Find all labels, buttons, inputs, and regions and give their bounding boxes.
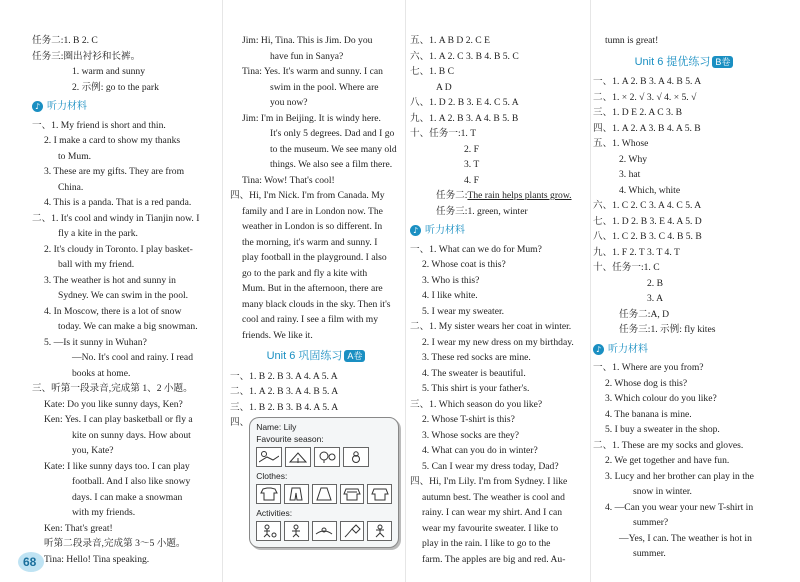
text-line: 2. It's cloudy in Toronto. I play basket- xyxy=(44,243,193,255)
answer-line: 九、1. A 2. B 3. A 4. B 5. B xyxy=(410,112,519,124)
text-line: 听第二段录音,完成第 3～5 小题。 xyxy=(44,538,186,549)
column-2 xyxy=(230,33,402,548)
text-line: 一、1. My friend is short and thin. xyxy=(32,119,166,131)
text-line: Jim: Hi, Tina. This is Jim. Do you xyxy=(242,35,373,46)
text-line: Tina: Wow! That's cool! xyxy=(242,174,335,186)
text-line: kite on sunny days. How about xyxy=(72,429,191,441)
activity-picture xyxy=(340,521,365,541)
text-line: 2. I wear my new dress on my birthday. xyxy=(422,336,574,348)
text-line: —No. It's cool and rainy. I read xyxy=(72,352,193,363)
answer-line: 四、1. A 2. A 3. B 4. A 5. B xyxy=(593,122,701,134)
season-pictures xyxy=(256,447,392,467)
text-line: rainy. I can wear my shirt. And I can xyxy=(422,507,563,518)
answer-line: 五、1. A B D 2. C E xyxy=(410,35,490,46)
answer-line: 3. A xyxy=(647,293,663,304)
text-line: today. We can make a big snowman. xyxy=(58,321,198,332)
text-line: 3. Who is this? xyxy=(422,274,480,286)
text-line: 3. These red socks are mine. xyxy=(422,352,531,363)
season-picture xyxy=(256,447,282,467)
text-line: Sydney. We can swim in the pool. xyxy=(58,290,189,301)
clothes-picture xyxy=(256,484,281,504)
text-line: China. xyxy=(58,181,84,193)
text-line: 三、1. Which season do you like? xyxy=(410,398,543,410)
text-line: to the museum. We see many old xyxy=(270,143,397,155)
text-line: 5. This shirt is your father's. xyxy=(422,383,530,394)
text-line: to Mum. xyxy=(58,150,92,162)
answer-line: 五、1. Whose xyxy=(593,138,649,149)
text-line: play in the rain. I like to go to the xyxy=(422,538,551,549)
text-line: 一、1. What can we do for Mum? xyxy=(410,243,542,255)
text-line: Ken: Yes. I can play basketball or fly a xyxy=(44,414,193,425)
listening-heading xyxy=(32,99,217,115)
answer-line: 3. hat xyxy=(619,169,641,180)
text-line: 5. I wear my sweater. xyxy=(422,305,505,317)
listening-heading xyxy=(593,342,775,358)
text-line: wear my favourite sweater. I like to xyxy=(422,522,559,534)
answer-line: 2. F xyxy=(464,143,479,155)
text-line: 3. These are my gifts. They are from xyxy=(44,166,185,177)
answer-line: 六、1. C 2. C 3. A 4. C 5. A xyxy=(593,200,702,211)
text-line: football. And I also like snowy xyxy=(72,476,191,487)
answer-line: 一、1. B 2. B 3. A 4. A 5. A xyxy=(230,370,338,382)
text-line: 2. Whose T-shirt is this? xyxy=(422,414,515,425)
text-line: 3. Lucy and her brother can play in the xyxy=(605,470,754,482)
text-line: farm. The apples are big and red. Au- xyxy=(422,553,566,565)
text-line: Kate: Do you like sunny days, Ken? xyxy=(44,398,183,410)
answer-line: 2. Why xyxy=(619,153,648,165)
text-line: you, Kate? xyxy=(72,445,114,456)
page-number: 68 xyxy=(18,552,48,574)
clothes-picture xyxy=(367,484,392,504)
text-line: days. I can make a snowman xyxy=(72,491,183,503)
column-divider xyxy=(590,0,591,582)
section-title: 听力材料 xyxy=(425,225,465,236)
clothes-picture xyxy=(340,484,365,504)
season-picture xyxy=(285,447,311,467)
text-line: the morning, it's warm and sunny. I xyxy=(242,236,378,248)
answer-line: 三、1. D E 2. A C 3. B xyxy=(593,107,683,118)
text-line: Kate: I like sunny days too. I can play xyxy=(44,460,190,472)
text-line: 2. Whose coat is this? xyxy=(422,259,506,270)
activity-picture xyxy=(256,521,281,541)
text-line: 任务二:1. B 2. C xyxy=(32,35,98,46)
unit-title: Unit 6 提优练习 B卷 xyxy=(593,55,775,71)
answer-line: 七、1. B C xyxy=(410,66,454,77)
text-line: swim in the pool. Where are xyxy=(270,81,379,93)
question-label: 四、 xyxy=(230,417,250,428)
season-picture xyxy=(343,447,369,467)
text-line: friends. We like it. xyxy=(242,329,313,341)
text-line: 四、Hi, I'm Lily. I'm from Sydney. I like xyxy=(410,476,568,487)
text-line: It's only 5 degrees. Dad and I go xyxy=(270,128,395,139)
activity-picture xyxy=(312,521,337,541)
column-3 xyxy=(410,33,588,567)
answer-line: 任务三:1. green, winter xyxy=(436,205,528,217)
text-line: Mum. But in the afternoon, there are xyxy=(242,283,383,294)
text-line: books at home. xyxy=(72,367,131,379)
card-name: Name: Lily xyxy=(256,422,297,432)
answer-line: 三、1. B 2. B 3. B 4. A 5. A xyxy=(230,401,339,413)
text-line: tumn is great! xyxy=(605,35,659,46)
text-line: 一、1. Where are you from? xyxy=(593,362,704,373)
text-line: have fun in Sanya? xyxy=(270,50,344,62)
answer-line: 八、1. C 2. B 3. C 4. B 5. B xyxy=(593,231,702,242)
column-divider xyxy=(405,0,406,582)
text-line: 2. Whose dog is this? xyxy=(605,377,688,389)
text-line: summer. xyxy=(633,548,666,559)
activity-picture xyxy=(284,521,309,541)
answer-line: 一、1. A 2. B 3. A 4. B 5. A xyxy=(593,76,702,87)
headphones-icon: ♪ xyxy=(410,225,421,236)
answer-line: 二、1. × 2. √ 3. √ 4. × 5. √ xyxy=(593,91,697,103)
text-line: 3. Whose socks are they? xyxy=(422,429,520,441)
unit-badge: B卷 xyxy=(712,56,733,68)
text-line: autumn best. The weather is cool and xyxy=(422,491,565,503)
unit-badge: A卷 xyxy=(344,350,365,362)
card-activities-label: Activities: xyxy=(256,508,293,518)
text-line: 二、1. My sister wears her coat in winter. xyxy=(410,321,572,332)
text-line: 4. This is a panda. That is a red panda. xyxy=(44,197,192,208)
text-line: 5. Can I wear my dress today, Dad? xyxy=(422,460,559,472)
text-line: fly a kite in the park. xyxy=(58,228,138,239)
text-line: go to the park and fly a kite with xyxy=(242,267,368,279)
text-line: 2. 示例: go to the park xyxy=(72,81,159,93)
text-line: Jim: I'm in Beijing. It is windy here. xyxy=(242,112,381,124)
card-season-label: Favourite season: xyxy=(256,434,324,444)
text-line: 3. Which colour do you like? xyxy=(605,393,717,404)
text-line: 二、1. These are my socks and gloves. xyxy=(593,439,744,451)
headphones-icon: ♪ xyxy=(593,344,604,355)
unit-title: Unit 6 巩固练习 A卷 xyxy=(230,349,402,365)
answer-line: 任务二:The rain helps plants grow. xyxy=(436,190,572,201)
text-line: Tina: Yes. It's warm and sunny. I can xyxy=(242,66,383,77)
text-line: 3. The weather is hot and sunny in xyxy=(44,274,176,286)
text-line: many black clouds in the sky. Then it's xyxy=(242,298,391,310)
answer-line: 3. T xyxy=(464,159,480,170)
profile-card xyxy=(249,417,399,548)
text-line: 5. —Is it sunny in Wuhan? xyxy=(44,336,147,348)
answer-line: 4. F xyxy=(464,174,479,186)
text-line: 4. What can you do in winter? xyxy=(422,445,538,456)
text-line: 三、听第一段录音,完成第 1、2 小题。 xyxy=(32,383,193,394)
text-line: things. We also see a film there. xyxy=(270,159,393,170)
text-line: 4. The sweater is beautiful. xyxy=(422,367,526,379)
answer-line: 二、1. A 2. B 3. A 4. B 5. A xyxy=(230,386,339,397)
text-line: you now? xyxy=(270,97,308,108)
answer-line: 九、1. F 2. T 3. T 4. T xyxy=(593,246,680,258)
text-line: 4. —Can you wear your new T-shirt in xyxy=(605,501,754,513)
text-line: 4. In Moscow, there is a lot of snow xyxy=(44,305,182,317)
text-line: 1. warm and sunny xyxy=(72,66,146,77)
text-line: 2. We get together and have fun. xyxy=(605,455,730,466)
section-title: 听力材料 xyxy=(47,101,87,112)
season-picture xyxy=(314,447,340,467)
answer-line: 任务三:1. 示例: fly kites xyxy=(619,324,716,335)
text-line: Ken: That's great! xyxy=(44,522,113,534)
text-line: Tina: Hello! Tina speaking. xyxy=(44,553,150,565)
text-line: summer? xyxy=(633,517,669,528)
underlined-answer: The rain helps plants grow. xyxy=(467,190,572,201)
answer-line: 六、1. A 2. C 3. B 4. B 5. C xyxy=(410,50,519,62)
card-clothes-label: Clothes: xyxy=(256,471,288,481)
text-line: ball with my friend. xyxy=(58,259,135,270)
text-line: family and I are in London now. The xyxy=(242,205,383,217)
answer-line: 七、1. D 2. B 3. E 4. A 5. D xyxy=(593,215,702,227)
clothes-pictures xyxy=(256,484,392,504)
answer-line: 十、任务一:1. T xyxy=(410,128,477,139)
text-line: 2. I make a card to show my thanks xyxy=(44,135,181,146)
headphones-icon: ♪ xyxy=(32,101,43,112)
text-line: —Yes, I can. The weather is hot in xyxy=(619,532,752,544)
answer-line: 八、1. D 2. B 3. E 4. C 5. A xyxy=(410,97,519,108)
text-line: with my friends. xyxy=(72,507,136,518)
activity-picture xyxy=(367,521,392,541)
section-title: 听力材料 xyxy=(608,343,648,355)
text-line: play football in the playground. I also xyxy=(242,252,387,263)
activity-pictures xyxy=(256,521,392,541)
text-line: weather in London is so different. In xyxy=(242,221,383,232)
column-divider xyxy=(222,0,223,582)
answer-line: 2. B xyxy=(647,277,663,289)
clothes-picture xyxy=(284,484,309,504)
text-line: 二、1. It's cool and windy in Tianjin now. I xyxy=(32,212,200,224)
text-line: 4. I like white. xyxy=(422,290,478,301)
answer-line: 4. Which, white xyxy=(619,184,681,196)
answer-line: 任务二:A, D xyxy=(619,308,670,320)
text-line: 四、Hi, I'm Nick. I'm from Canada. My xyxy=(230,190,385,201)
column-4 xyxy=(593,33,775,562)
text-line: 4. The banana is mine. xyxy=(605,408,692,420)
answer-line: 十、任务一:1. C xyxy=(593,262,660,273)
listening-heading xyxy=(410,223,588,239)
column-1 xyxy=(32,33,217,567)
clothes-picture xyxy=(312,484,337,504)
text-line: snow in winter. xyxy=(633,486,692,497)
text-line: 5. I buy a sweater in the shop. xyxy=(605,424,720,435)
text-line: 任务三:圈出衬衫和长裤。 xyxy=(32,50,141,62)
answer-line: A D xyxy=(436,81,452,93)
text-line: cool and rainy. I see a film with my xyxy=(242,314,379,325)
